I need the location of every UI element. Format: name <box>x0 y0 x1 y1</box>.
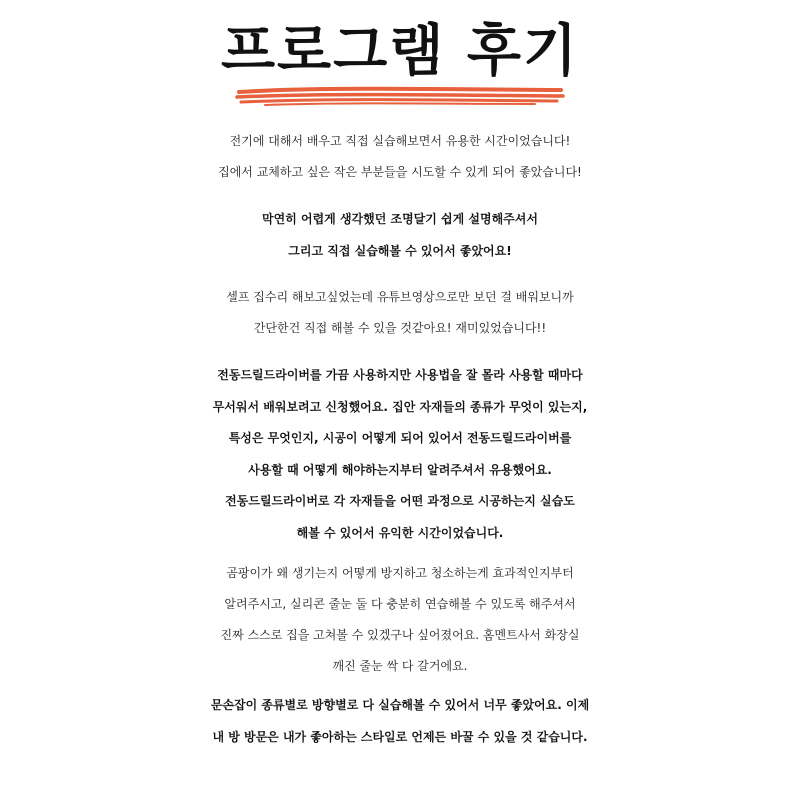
review-6-line-2: 내 방 방문은 내가 좋아하는 스타일로 언제든 바꿀 수 있을 것 같습니다. <box>212 729 588 744</box>
review-5-line-1: 곰팡이가 왜 생기는지 어떻게 방지하고 청소하는게 효과적인지부터 <box>226 566 574 580</box>
review-5-line-2: 알려주시고, 실리콘 줄눈 둘 다 충분히 연습해볼 수 있도록 해주셔서 <box>224 597 576 611</box>
review-4-line-4: 사용할 때 어떻게 해야하는지부터 알려주셔서 유용했어요. <box>248 462 552 477</box>
review-3-line-2: 간단한건 직접 해볼 수 있을 것같아요! 재미있었습니다!! <box>253 321 547 335</box>
review-6-line-1: 문손잡이 종류별로 방향별로 다 실습해볼 수 있어서 너무 좋았어요. 이제 <box>210 698 590 712</box>
review-3-line-1: 셀프 집수리 해보고싶었는데 유튜브영상으로만 보던 걸 배워보니까 <box>226 290 574 304</box>
review-1-line-1: 전기에 대해서 배우고 직접 실습해보면서 유용한 시간이었습니다! <box>229 134 571 148</box>
review-4-line-1: 전동드릴드라이버를 가끔 사용하지만 사용법을 잘 몰라 사용할 때마다 <box>217 368 583 382</box>
review-4-line-3: 특성은 무엇인지, 시공이 어떻게 되어 있어서 전동드릴드라이버를 <box>228 431 572 445</box>
review-4 <box>0 360 800 549</box>
review-2-line-2: 그리고 직접 실습해볼 수 있어서 좋았어요! <box>288 243 512 258</box>
review-4-line-5: 전동드릴드라이버로 각 자재들을 어떤 과정으로 시공하는지 실습도 <box>225 494 575 508</box>
review-5 <box>0 558 800 682</box>
brush-stroke-3 <box>241 100 557 102</box>
review-5-line-3: 진짜 스스로 집을 고쳐볼 수 있겠구나 싶어졌어요. 홈멘트사서 화장실 <box>220 628 580 642</box>
review-5-line-4: 깨진 줄눈 싹 다 갈거에요. <box>332 659 468 673</box>
review-6 <box>0 690 800 753</box>
brush-underline-decoration <box>235 84 565 108</box>
review-3 <box>0 282 800 344</box>
review-4-line-6: 해볼 수 있어서 유익한 시간이었습니다. <box>296 525 504 540</box>
brush-stroke-2 <box>237 95 563 97</box>
review-1 <box>0 126 800 188</box>
brush-stroke-4 <box>265 103 535 105</box>
review-4-line-2: 무서워서 배워보려고 신청했어요. 집안 자재들의 종류가 무엇이 있는지, <box>212 399 588 414</box>
review-1-line-2: 집에서 교체하고 싶은 작은 부분들을 시도할 수 있게 되어 좋았습니다! <box>218 165 582 179</box>
brush-stroke-1 <box>239 89 561 92</box>
review-2 <box>0 204 800 267</box>
review-2-line-1: 막연히 어렵게 생각했던 조명달기 쉽게 설명해주셔서 <box>262 212 538 226</box>
page-title: 프로그램 후기 <box>220 19 580 84</box>
